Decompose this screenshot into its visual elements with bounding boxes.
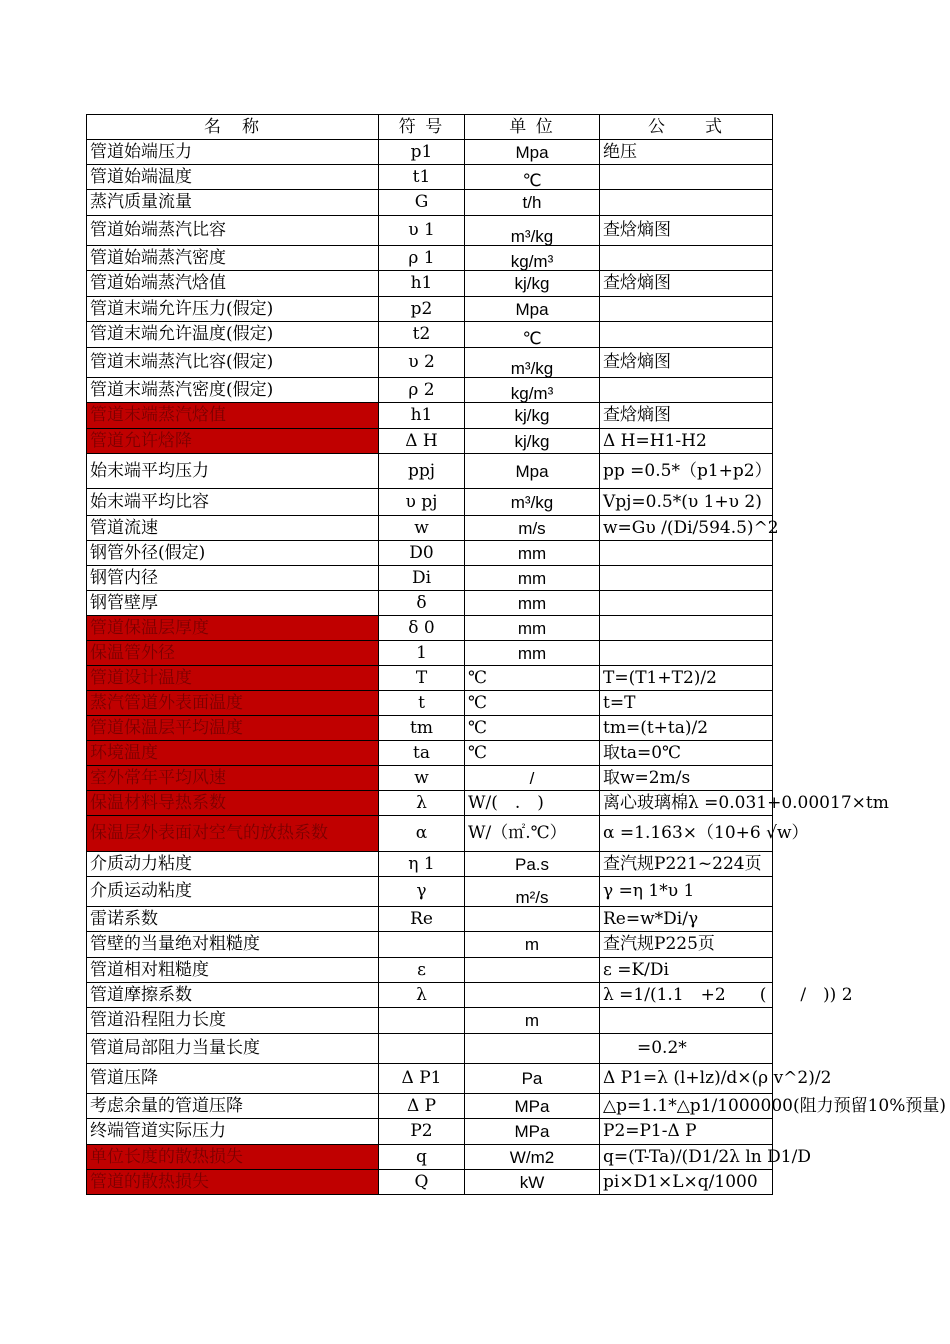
row-symbol: T [379,666,465,691]
table-row [87,271,773,297]
row-unit: Mpa [465,140,600,165]
row-unit: mm [465,541,600,566]
row-symbol: υ pj [379,489,465,516]
row-symbol: Δ H [379,429,465,454]
row-unit: m [465,932,600,958]
row-formula [600,616,773,641]
row-unit: m³/kg [465,348,600,378]
row-name: 管道始端蒸汽焓值 [87,271,379,297]
table-row [87,852,773,877]
table-row [87,516,773,541]
row-formula: w=Gυ /(Di/594.5)^2 [600,516,773,541]
row-unit [465,907,600,932]
row-formula: tm=(t+ta)/2 [600,716,773,741]
row-unit: / [465,766,600,791]
row-symbol: G [379,190,465,216]
row-unit [465,958,600,983]
row-symbol: ta [379,741,465,766]
row-symbol: h1 [379,271,465,297]
table-row [87,140,773,165]
row-unit: W/m2 [465,1145,600,1170]
row-symbol: υ 2 [379,348,465,378]
row-formula: Δ H=H1-H2 [600,429,773,454]
row-unit: Pa.s [465,852,600,877]
row-formula: 查汽规P225页 [600,932,773,958]
row-symbol [379,1008,465,1034]
row-symbol: λ [379,791,465,816]
row-formula [600,641,773,666]
row-unit [465,1034,600,1064]
row-unit: MPa [465,1119,600,1145]
row-name: 管道保温层平均温度 [87,716,379,741]
row-name: 管壁的当量绝对粗糙度 [87,932,379,958]
row-name: 管道压降 [87,1064,379,1094]
row-unit: kg/m³ [465,246,600,271]
row-name: 考虑余量的管道压降 [87,1094,379,1119]
row-symbol: t1 [379,165,465,190]
row-formula: 查汽规P221~224页 [600,852,773,877]
row-symbol: ρ 1 [379,246,465,271]
row-symbol: η 1 [379,852,465,877]
row-name: 管道始端压力 [87,140,379,165]
row-unit: kj/kg [465,429,600,454]
row-formula: 取ta=0℃ [600,741,773,766]
table-row [87,1064,773,1094]
row-symbol: P2 [379,1119,465,1145]
table-row [87,190,773,216]
row-name: 管道流速 [87,516,379,541]
row-name: 蒸汽质量流量 [87,190,379,216]
table-row [87,489,773,516]
row-formula: t=T [600,691,773,716]
row-symbol: h1 [379,403,465,429]
row-name: 保温管外径 [87,641,379,666]
row-unit: ℃ [465,716,600,741]
row-symbol: tm [379,716,465,741]
row-name: 管道保温层厚度 [87,616,379,641]
row-symbol: ε [379,958,465,983]
row-unit: ℃ [465,691,600,716]
table-row [87,454,773,489]
table-row [87,348,773,378]
row-symbol: ppj [379,454,465,489]
row-formula: γ =η 1*υ 1 [600,877,773,907]
row-unit: m²/s [465,877,600,907]
row-name: 管道末端允许温度(假定) [87,322,379,348]
table-row [87,297,773,322]
row-symbol: Di [379,566,465,591]
row-unit: m³/kg [465,489,600,516]
row-formula [600,322,773,348]
row-name: 管道设计温度 [87,666,379,691]
row-formula: 取w=2m/s [600,766,773,791]
row-unit: ℃ [465,666,600,691]
table-row [87,1170,773,1195]
row-formula: 绝压 [600,140,773,165]
row-formula: q=(T-Ta)/(D1/2λ ln D1/D [600,1145,773,1170]
header-name: 名 称 [87,115,379,140]
row-name: 始末端平均压力 [87,454,379,489]
row-formula [600,297,773,322]
table-row [87,378,773,403]
table-row [87,165,773,190]
row-symbol: α [379,816,465,852]
parameter-table [86,114,946,1195]
row-name: 保温材料导热系数 [87,791,379,816]
row-unit: m³/kg [465,216,600,246]
row-name: 管道末端蒸汽比容(假定) [87,348,379,378]
row-unit: W/( . ) [465,791,600,816]
row-unit [465,983,600,1008]
table-row [87,877,773,907]
row-symbol: δ [379,591,465,616]
table-row [87,1008,773,1034]
row-name: 雷诺系数 [87,907,379,932]
row-formula: α =1.163×（10+6 √w） [600,816,773,852]
row-formula [600,591,773,616]
header-formula: 公 式 [600,115,773,140]
table-row [87,1034,773,1064]
table-row [87,591,773,616]
table-row [87,322,773,348]
row-formula [600,541,773,566]
table-row [87,616,773,641]
row-name: 钢管壁厚 [87,591,379,616]
row-unit: mm [465,566,600,591]
row-formula: 查焓熵图 [600,271,773,297]
row-unit: mm [465,616,600,641]
row-name: 环境温度 [87,741,379,766]
row-formula: 查焓熵图 [600,403,773,429]
table-row [87,403,773,429]
table-row [87,691,773,716]
row-name: 管道摩擦系数 [87,983,379,1008]
row-unit: kW [465,1170,600,1195]
row-name: 管道允许焓降 [87,429,379,454]
row-unit: kj/kg [465,271,600,297]
row-name: 管道末端允许压力(假定) [87,297,379,322]
row-formula: Re=w*Di/γ [600,907,773,932]
row-symbol: D0 [379,541,465,566]
table-row [87,741,773,766]
row-name: 管道的散热损失 [87,1170,379,1195]
row-formula [600,566,773,591]
row-unit: Mpa [465,297,600,322]
table-row [87,716,773,741]
row-symbol: Δ P [379,1094,465,1119]
row-unit: W/（㎡.℃） [465,816,600,852]
row-symbol: t2 [379,322,465,348]
row-symbol: t [379,691,465,716]
row-name: 管道局部阻力当量长度 [87,1034,379,1064]
row-symbol: q [379,1145,465,1170]
table-body [87,140,946,1195]
row-unit: ℃ [465,741,600,766]
row-symbol: δ 0 [379,616,465,641]
row-name: 单位长度的散热损失 [87,1145,379,1170]
table-row [87,766,773,791]
row-unit: mm [465,591,600,616]
table-row [87,429,773,454]
row-symbol: Δ P1 [379,1064,465,1094]
row-symbol: ρ 2 [379,378,465,403]
row-unit: kj/kg [465,403,600,429]
table-row [87,541,773,566]
table-row [87,1119,773,1145]
row-name: 管道末端蒸汽焓值 [87,403,379,429]
row-formula: Vpj=0.5*(υ 1+υ 2) [600,489,773,516]
row-name: 蒸汽管道外表面温度 [87,691,379,716]
row-formula: 离心玻璃棉λ =0.031+0.00017×tm [600,791,773,816]
row-unit: m [465,1008,600,1034]
table-row [87,1145,773,1170]
header-unit: 单 位 [465,115,600,140]
row-formula: T=(T1+T2)/2 [600,666,773,691]
row-formula [600,190,773,216]
row-unit: Mpa [465,454,600,489]
row-unit: ℃ [465,322,600,348]
row-formula: P2=P1-Δ P [600,1119,773,1145]
table-row [87,1094,773,1119]
row-name: 终端管道实际压力 [87,1119,379,1145]
row-name: 管道沿程阻力长度 [87,1008,379,1034]
row-unit: ℃ [465,165,600,190]
row-name: 介质动力粘度 [87,852,379,877]
row-name: 钢管外径(假定) [87,541,379,566]
row-symbol [379,1034,465,1064]
table-row [87,816,773,852]
table-header-row [87,115,773,140]
header-symbol: 符 号 [379,115,465,140]
row-symbol: p1 [379,140,465,165]
row-symbol: w [379,516,465,541]
row-formula: pi×D1×L×q/1000 [600,1170,773,1195]
table-row [87,983,773,1008]
row-symbol: υ 1 [379,216,465,246]
row-formula: Δ P1=λ (l+lz)/d×(ρ v^2)/2 [600,1064,773,1094]
row-unit: t/h [465,190,600,216]
row-formula [600,165,773,190]
table-row [87,246,773,271]
row-name: 室外常年平均风速 [87,766,379,791]
row-name: 管道始端蒸汽密度 [87,246,379,271]
table-row [87,666,773,691]
row-symbol: p2 [379,297,465,322]
table-row [87,907,773,932]
table-row [87,958,773,983]
row-formula [600,378,773,403]
row-unit: kg/m³ [465,378,600,403]
table-row [87,932,773,958]
row-name: 管道始端温度 [87,165,379,190]
row-formula [600,1008,773,1034]
row-symbol: Q [379,1170,465,1195]
row-formula: =0.2* [600,1034,773,1064]
row-formula: pp =0.5*（p1+p2） [600,454,773,489]
row-formula: △p=1.1*△p1/1000000(阻力预留10%预量) [600,1094,773,1119]
row-symbol: γ [379,877,465,907]
row-symbol: λ [379,983,465,1008]
row-name: 介质运动粘度 [87,877,379,907]
table-row [87,216,773,246]
row-symbol [379,932,465,958]
row-name: 管道相对粗糙度 [87,958,379,983]
row-name: 保温层外表面对空气的放热系数 [87,816,379,852]
row-name: 始末端平均比容 [87,489,379,516]
row-unit: Pa [465,1064,600,1094]
row-unit: m/s [465,516,600,541]
row-unit: mm [465,641,600,666]
row-symbol: 1 [379,641,465,666]
row-name: 管道始端蒸汽比容 [87,216,379,246]
row-unit: MPa [465,1094,600,1119]
row-name: 钢管内径 [87,566,379,591]
row-formula: ε =K/Di [600,958,773,983]
row-formula: λ =1/(1.1 +2 ( / )) 2 [600,983,773,1008]
row-formula: 查焓熵图 [600,348,773,378]
row-name: 管道末端蒸汽密度(假定) [87,378,379,403]
table-row [87,791,773,816]
table-row [87,566,773,591]
table-row [87,641,773,666]
row-formula: 查焓熵图 [600,216,773,246]
row-symbol: w [379,766,465,791]
row-symbol: Re [379,907,465,932]
row-formula [600,246,773,271]
